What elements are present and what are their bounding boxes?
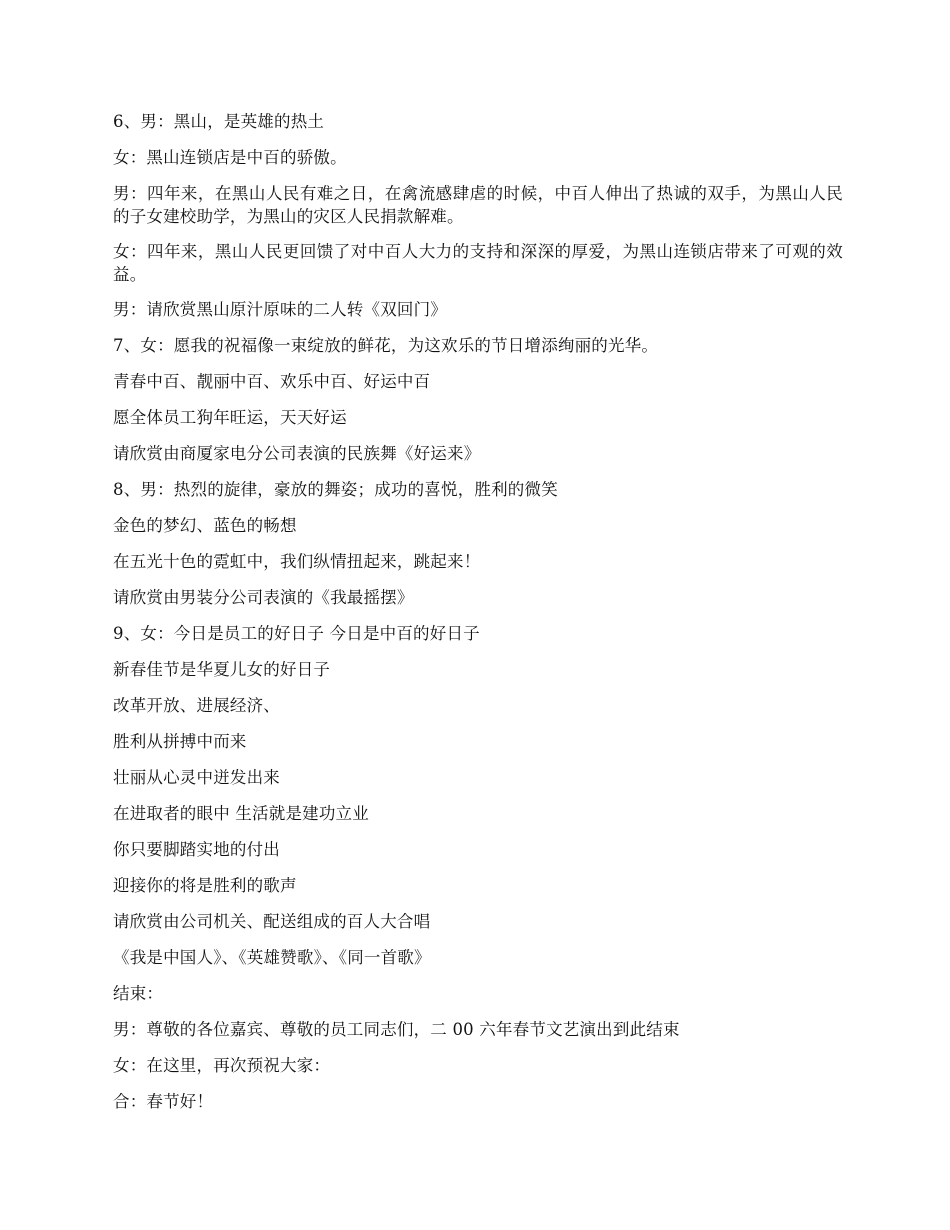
paragraph-section-6-male: 6、男：黑山，是英雄的热土	[113, 112, 325, 131]
paragraph-invite-menswear: 请欣赏由男装分公司表演的《我最摇摆》	[113, 588, 414, 607]
paragraph-male-invite-errenzhuan: 男：请欣赏黑山原汁原味的二人转《双回门》	[113, 300, 447, 319]
paragraph-male-four-years: 男：四年来，在黑山人民有难之日，在禽流感肆虐的时候，中百人伸出了热诚的双手，为黑山人民的子女建校助学，为黑山的灾区人民捐款解难。	[113, 184, 843, 226]
paragraph-invite-chorus: 请欣赏由公司机关、配送组成的百人大合唱	[113, 912, 431, 931]
paragraph-wish-employees: 愿全体员工狗年旺运，天天好运	[113, 408, 347, 427]
paragraph-invite-folk-dance: 请欣赏由商厦家电分公司表演的民族舞《好运来》	[113, 444, 481, 463]
paragraph-golden-dream: 金色的梦幻、蓝色的畅想	[113, 516, 297, 535]
paragraph-section-9-female: 9、女：今日是员工的好日子 今日是中百的好日子	[113, 624, 480, 643]
paragraph-together-greeting: 合：春节好！	[113, 1092, 214, 1111]
paragraph-female-closing: 女：在这里，再次预祝大家：	[113, 1056, 331, 1075]
paragraph-male-closing: 男：尊敬的各位嘉宾、尊敬的员工同志们，二 00 六年春节文艺演出到此结束	[113, 1020, 680, 1039]
paragraph-victory-song: 迎接你的将是胜利的歌声	[113, 876, 297, 895]
paragraph-youth-zhongbai: 青春中百、靓丽中百、欢乐中百、好运中百	[113, 372, 431, 391]
paragraph-section-7-female: 7、女：愿我的祝福像一束绽放的鲜花，为这欢乐的节日增添绚丽的光华。	[113, 336, 659, 355]
paragraph-ending-heading: 结束：	[113, 984, 164, 1003]
paragraph-victory-struggle: 胜利从拼搏中而来	[113, 732, 247, 751]
paragraph-song-titles: 《我是中国人》、《英雄赞歌》、《同一首歌》	[113, 948, 431, 967]
document-page	[113, 110, 843, 1126]
paragraph-section-8-male: 8、男：热烈的旋律，豪放的舞姿；成功的喜悦，胜利的微笑	[113, 480, 558, 499]
paragraph-down-to-earth: 你只要脚踏实地的付出	[113, 840, 280, 859]
paragraph-spring-festival: 新春佳节是华夏儿女的好日子	[113, 660, 331, 679]
paragraph-neon-dance: 在五光十色的霓虹中，我们纵情扭起来，跳起来！	[113, 552, 481, 571]
paragraph-reform: 改革开放、进展经济、	[113, 696, 280, 715]
paragraph-enterprising: 在进取者的眼中 生活就是建功立业	[113, 804, 369, 823]
paragraph-magnificence: 壮丽从心灵中迸发出来	[113, 768, 280, 787]
paragraph-female-four-years: 女：四年来，黑山人民更回馈了对中百人大力的支持和深深的厚爱，为黑山连锁店带来了可观的效益。	[113, 242, 843, 284]
paragraph-female-pride: 女：黑山连锁店是中百的骄傲。	[113, 148, 347, 167]
